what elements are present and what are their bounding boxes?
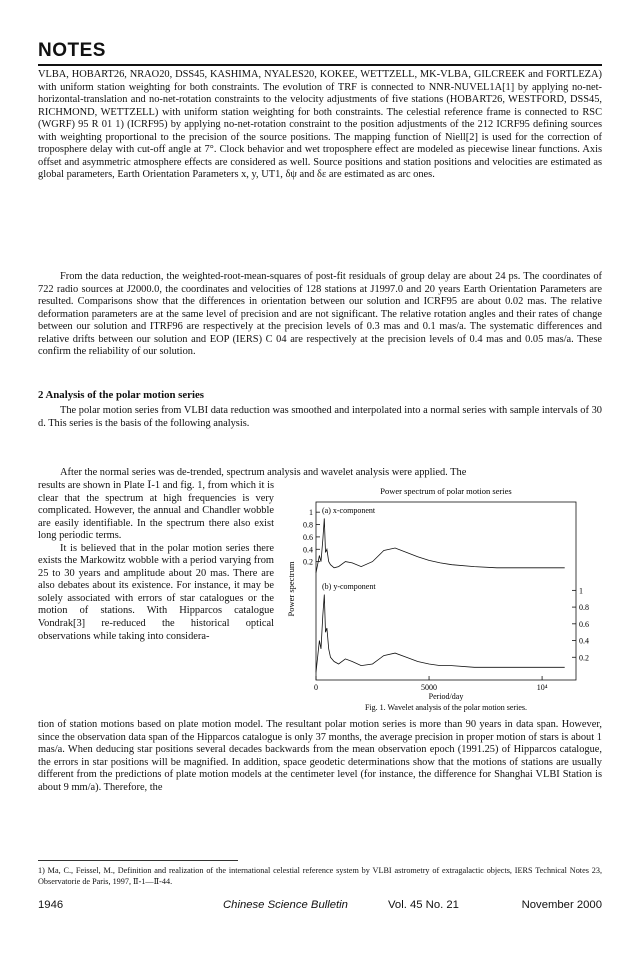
y-tick-label-left: 1 [309,508,313,518]
y-tick-label-left: 0.6 [303,532,313,542]
x-axis-label: Period/day [428,692,464,701]
page-number: 1946 [38,899,64,911]
left-column [38,480,274,643]
paragraph-2 [38,271,602,359]
series-label-x: (a) x-component [322,506,376,515]
paragraph-4 [38,467,602,480]
series-line-x [316,518,565,572]
power-spectrum-chart [280,484,610,714]
paragraph-4-continued: results are shown in Plate Ⅰ-1 and fig. 1, from which it is clear that the spectrum at high frequencies is very complicated. However, the annual and Chandler wobble are easily identifiable. In the spectrum there also exist long periodic terms. [38,480,274,542]
paragraph-5-text: It is believed that in the polar motion series there exists the Markowitz wobble with a period varying from 25 to 30 years and amplitude about 20 mas. There are also debates about its existence. For instance, it may be solely associated with errors of star catalogues or the motion of stations. With Hipparcos catalogue Vondrak[3] re-reduced the historical optical observations while taking into considera- [38,542,274,642]
series-label-y: (b) y-component [322,582,376,591]
x-tick-label: 0 [314,683,318,692]
header-rule [38,64,602,66]
plot-frame [316,502,576,680]
y-tick-label-right: 0.4 [579,636,589,646]
paragraph-5-continued-text: tion of station motions based on plate motion model. The resultant polar motion series is more than 90 years in data span. However, since the observation data span of the Hipparcos catalogue is only 37 months, the average precision in proper motion of stars is about 1 mas/a. When deducing star positions several decades backwards from the mean observation epoch (1991.25) of Hipparcos catalogue, the errors in star positions will be magnified. In addition, space geodetic determinations show that the motions of stations are usually different from the predictions of plate motion models at the centimeter level (for instance, the difference for Shanghai VLBI Station is about 9 mm/a). Therefore, the [38,719,602,793]
chart-title: Power spectrum of polar motion series [380,486,512,496]
publication-date: November 2000 [521,899,602,911]
paragraph-3 [38,405,602,430]
y-tick-label-right: 0.6 [579,619,589,629]
footnote: 1) Ma, C., Feissel, M., Definition and realization of the international celestial reference system by VLBI astrometry of extragalactic objects, IERS Technical Notes 23, Observatorie de Paris, 1997, Ⅱ-1—Ⅱ-44. [38,866,602,886]
section-heading: 2 Analysis of the polar motion series [38,389,204,401]
paragraph-1-text: VLBA, HOBART26, NRAO20, DSS45, KASHIMA, NYALES20, KOKEE, WETTZELL, MK-VLBA, GILCREEK and FORTLEZA) with uniform station weighting for both constraints. The evolution of TRF is connected to NNR-NUVEL1A[1] by applying no-net-horizontal-translation and no-net-rotation constraints to the velocity adjustments of five stations (HOBART26, WESTFORD, DSS45, RICHMOND, WETTZELL) with uniform station weighting for both constraints. The celestial reference frame is connected to RSC (WGRF) 95 R 01 1) (ICRF95) by applying no-net-rotation constraint to the position adjustments of the 212 ICRF95 defining sources with weighting proportional to the precision of the source positions. The mapping function of Niell[2] is used for the correction of troposphere delay with cut-off angle at 7°. Clock behavior and wet troposphere effect are modeled as piecewise linear functions. Axis offset and asymmetric atmosphere effects are considered as well. Source positions and station positions and velocities are estimated as global parameters, Earth Orientation Parameters x, y, UT1, δψ and δε are estimated as arc ones. [38,69,602,181]
y-tick-label-left: 0.2 [303,557,313,567]
y-tick-label-left: 0.4 [303,545,313,555]
paragraph-4-text: After the normal series was de-trended, spectrum analysis and wavelet analysis were applied. The [60,467,467,478]
y-axis-label: Power spectrum [286,561,296,617]
paragraph-5-continued [38,719,602,794]
x-tick-label: 5000 [421,683,438,692]
y-tick-label-right: 1 [579,586,583,596]
section-header-title: NOTES [38,40,106,61]
y-tick-label-right: 0.8 [579,603,589,613]
x-tick-label: 10⁴ [536,683,548,692]
series-line-y [316,595,565,673]
footnote-rule [38,860,238,861]
figure-1 [280,484,610,714]
journal-name: Chinese Science Bulletin [223,899,348,911]
y-tick-label-left: 0.8 [303,520,313,530]
journal-volume: Vol. 45 No. 21 [388,899,459,911]
y-tick-label-right: 0.2 [579,653,589,663]
paragraph-3-text: The polar motion series from VLBI data reduction was smoothed and interpolated into a normal series with sample intervals of 30 d. This series is the basis of the following analysis. [38,405,602,429]
figure-caption: Fig. 1. Wavelet analysis of the polar motion series. [364,703,528,712]
paragraph-1 [38,69,602,182]
paragraph-2-text: From the data reduction, the weighted-root-mean-squares of post-fit residuals of group delay are about 24 ps. The coordinates of 722 radio sources at J2000.0, the coordinates and velocities of 128 stations at J1997.0 and 20 years Earth Orientation Parameters are resulted. Comparisons show that the differences in orientation between our solution and ICRF95 are about 0.02 mas. The relative deformation parameters are at the same level of precision and are not significant. The relative rotation angles and their rates of change between our solution and ITRF96 are respectively at the precision levels of 0.3 mas and 0.1 mas/a. The systematic differences and relative drifts between our solution and EOP (IERS) C 04 are respectively at the precision levels of 0.4 mas and 0.05 mas/a. These confirm the reliability of our solution. [38,271,602,358]
